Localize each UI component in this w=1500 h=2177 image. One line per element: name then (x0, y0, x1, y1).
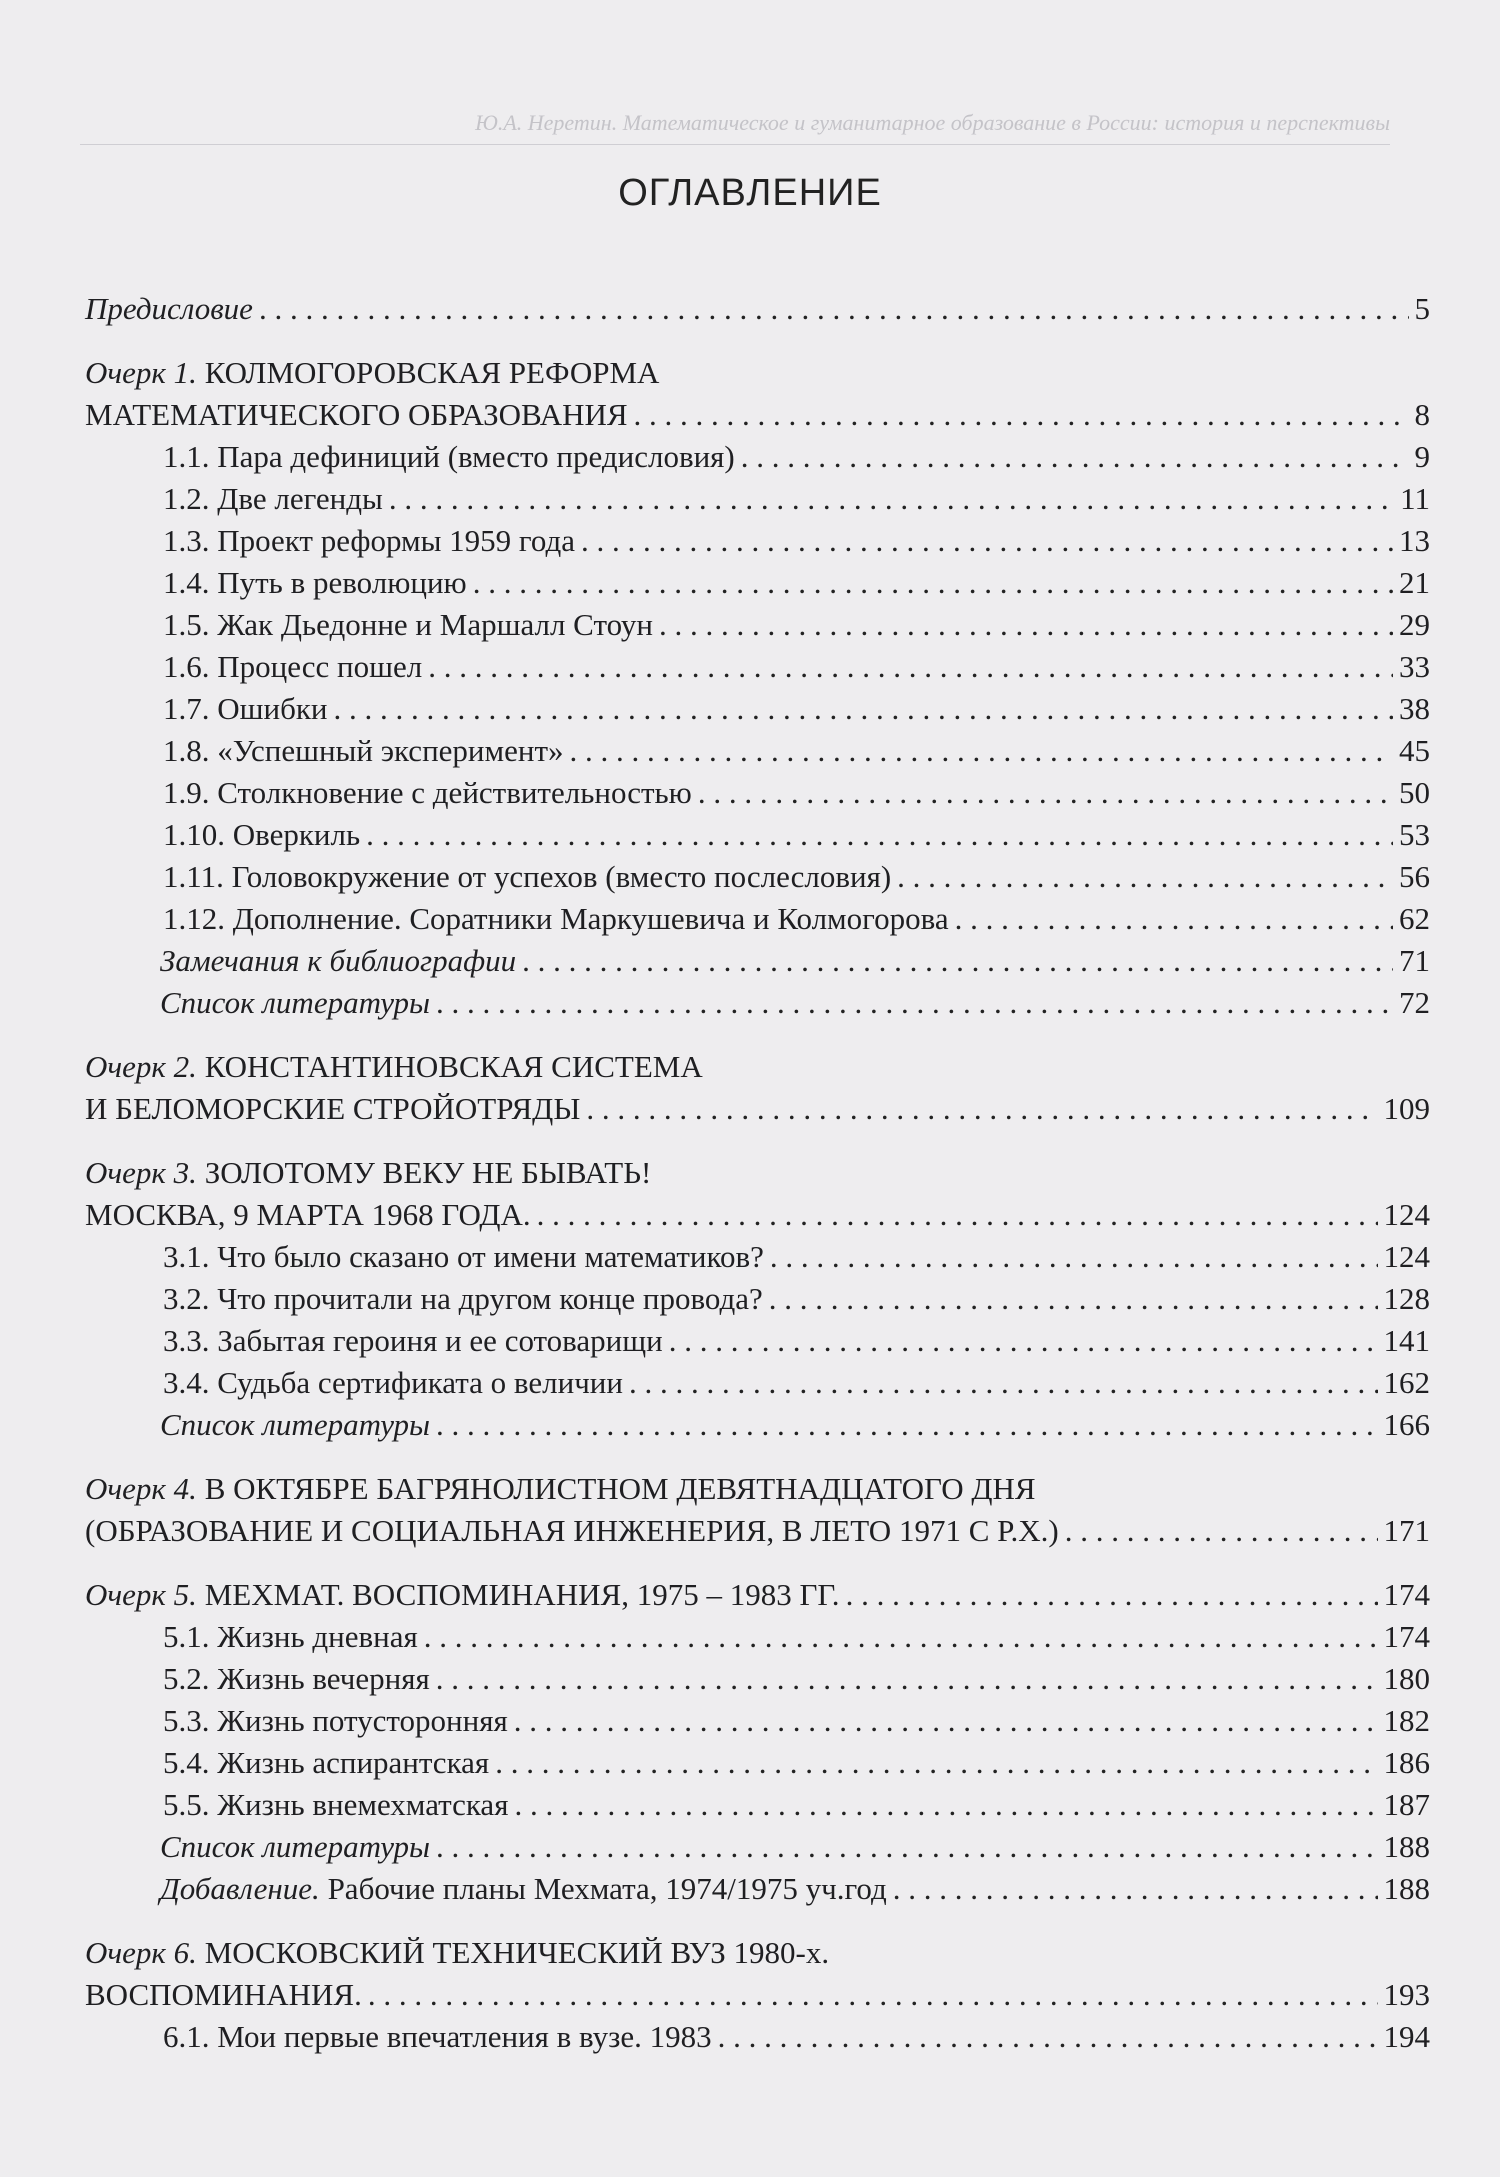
toc-entry-section[interactable] (85, 604, 1430, 646)
page-number: 56 (1399, 859, 1430, 894)
entry-label: 1.1. Пара дефиниций (вместо предисловия) (163, 439, 735, 474)
essay-title-line2: ВОСПОМИНАНИЯ. (85, 1977, 362, 2012)
leader-dots (669, 1320, 1378, 1362)
essay-prefix: Очерк 3. (85, 1155, 197, 1190)
entry-label: 3.4. Судьба сертификата о величии (163, 1365, 623, 1400)
essay-6-title-line2[interactable] (85, 1974, 1430, 2016)
essay-title (85, 1574, 840, 1616)
entry-label: 1.12. Дополнение. Соратники Маркушевича и Колмогорова (163, 901, 949, 936)
entry-label: 1.7. Ошибки (163, 691, 328, 726)
toc-entry-section[interactable] (85, 730, 1430, 772)
entry-label: 5.4. Жизнь аспирантская (163, 1745, 490, 1780)
essay-prefix: Очерк 5. (85, 1577, 197, 1612)
leader-dots (495, 1742, 1377, 1784)
toc-entry-section[interactable] (85, 772, 1430, 814)
toc-entry-references[interactable] (85, 982, 1430, 1024)
table-of-contents (85, 288, 1430, 2058)
leader-dots (428, 646, 1393, 688)
toc-entry-preface[interactable] (85, 288, 1430, 330)
essay-title-line1: КОНСТАНТИНОВСКАЯ СИСТЕМА (204, 1049, 703, 1084)
page-number: 171 (1383, 1513, 1430, 1548)
page-number: 50 (1399, 775, 1430, 810)
toc-entry-section[interactable] (85, 562, 1430, 604)
essay-3-title-line2[interactable] (85, 1194, 1430, 1236)
leader-dots (436, 982, 1393, 1024)
toc-entry-references[interactable] (85, 1826, 1430, 1868)
essay-title-line1: МЕХМАТ. ВОСПОМИНАНИЯ, 1975 – 1983 ГГ. (204, 1577, 840, 1612)
entry-label: Предисловие (85, 291, 253, 326)
essay-4-title-line2[interactable] (85, 1510, 1430, 1552)
leader-dots (473, 562, 1393, 604)
page-number: 180 (1383, 1661, 1430, 1696)
page-number: 72 (1399, 985, 1430, 1020)
entry-label: 1.5. Жак Дьедонне и Маршалл Стоун (163, 607, 653, 642)
toc-entry-section[interactable] (85, 2016, 1430, 2058)
essay-title-line2: И БЕЛОМОРСКИЕ СТРОЙОТРЯДЫ (85, 1091, 581, 1126)
page-number: 182 (1383, 1703, 1430, 1738)
toc-entry-section[interactable] (85, 646, 1430, 688)
leader-dots (436, 1404, 1377, 1446)
page-number: 109 (1383, 1091, 1430, 1126)
essay-title-line1: ЗОЛОТОМУ ВЕКУ НЕ БЫВАТЬ! (204, 1155, 652, 1190)
entry-label: Список литературы (160, 985, 431, 1020)
entry-label: 5.2. Жизнь вечерняя (163, 1661, 430, 1696)
essay-6-heading[interactable] (85, 1932, 1430, 1974)
page-number: 193 (1383, 1977, 1430, 2012)
entry-label: 1.9. Столкновение с действительностью (163, 775, 692, 810)
entry-label: Замечания к библиографии (160, 943, 517, 978)
essay-2-heading[interactable] (85, 1046, 1430, 1088)
page-number: 71 (1399, 943, 1430, 978)
toc-entry-section[interactable] (85, 1616, 1430, 1658)
essay-prefix: Очерк 2. (85, 1049, 197, 1084)
page-number: 124 (1383, 1239, 1430, 1274)
entry-label: 1.6. Процесс пошел (163, 649, 423, 684)
entry-label: Список литературы (160, 1829, 431, 1864)
entry-label: 1.2. Две легенды (163, 481, 383, 516)
leader-dots (698, 772, 1393, 814)
toc-entry-section[interactable] (85, 1362, 1430, 1404)
entry-label: 1.4. Путь в революцию (163, 565, 467, 600)
page-number: 45 (1399, 733, 1430, 768)
toc-entry-section[interactable] (85, 814, 1430, 856)
page-number: 13 (1399, 523, 1430, 558)
page-number: 124 (1383, 1197, 1430, 1232)
leader-dots (436, 1826, 1377, 1868)
page-number: 186 (1383, 1745, 1430, 1780)
toc-entry-references[interactable] (85, 1404, 1430, 1446)
page-number: 11 (1400, 481, 1430, 516)
essay-prefix: Очерк 6. (85, 1935, 197, 1970)
leader-dots (846, 1574, 1378, 1616)
leader-dots (522, 940, 1393, 982)
leader-dots (955, 898, 1393, 940)
page-number: 128 (1383, 1281, 1430, 1316)
essay-title-line1: МОСКОВСКИЙ ТЕХНИЧЕСКИЙ ВУЗ 1980-х. (204, 1935, 830, 1970)
leader-dots (570, 730, 1393, 772)
entry-label (160, 1868, 887, 1910)
entry-label: 3.2. Что прочитали на другом конце провода? (163, 1281, 763, 1316)
essay-title-line1: КОЛМОГОРОВСКАЯ РЕФОРМА (204, 355, 660, 390)
page-number: 38 (1399, 691, 1430, 726)
page-number: 174 (1383, 1619, 1430, 1654)
essay-prefix: Очерк 1. (85, 355, 197, 390)
essay-1-title-line2[interactable] (85, 394, 1430, 436)
entry-label: 1.11. Головокружение от успехов (вместо послесловия) (163, 859, 892, 894)
toc-entry-section[interactable] (85, 688, 1430, 730)
leader-dots (741, 436, 1409, 478)
toc-entry-notes[interactable] (85, 940, 1430, 982)
leader-dots (366, 814, 1393, 856)
leader-dots (334, 688, 1393, 730)
leader-dots (514, 1700, 1378, 1742)
leader-dots (259, 288, 1409, 330)
toc-entry-section[interactable] (85, 1658, 1430, 1700)
entry-label: 1.8. «Успешный эксперимент» (163, 733, 564, 768)
toc-entry-section[interactable] (85, 856, 1430, 898)
essay-title-line1: В ОКТЯБРЕ БАГРЯНОЛИСТНОМ ДЕВЯТНАДЦАТОГО ДНЯ (204, 1471, 1036, 1506)
leader-dots (436, 1658, 1378, 1700)
entry-label: 5.1. Жизнь дневная (163, 1619, 418, 1654)
entry-label: 5.5. Жизнь внемехматская (163, 1787, 509, 1822)
page-number: 8 (1414, 397, 1430, 432)
toc-entry-section[interactable] (85, 1784, 1430, 1826)
entry-label: 6.1. Мои первые впечатления в вузе. 1983 (163, 2019, 712, 2054)
entry-label: 1.10. Оверкиль (163, 817, 361, 852)
page-number: 187 (1383, 1787, 1430, 1822)
toc-entry-section[interactable] (85, 1742, 1430, 1784)
page-number: 9 (1414, 439, 1430, 474)
leader-dots (718, 2016, 1378, 2058)
leader-dots (634, 394, 1409, 436)
entry-label: 3.1. Что было сказано от имени математиков? (163, 1239, 764, 1274)
leader-dots (659, 604, 1393, 646)
toc-entry-section[interactable] (85, 1236, 1430, 1278)
page-title: ОГЛАВЛЕНИЕ (618, 172, 882, 214)
page-number: 21 (1399, 565, 1430, 600)
toc-entry-section[interactable] (85, 1278, 1430, 1320)
page-number: 29 (1399, 607, 1430, 642)
essay-prefix: Очерк 4. (85, 1471, 197, 1506)
running-head (80, 100, 1390, 145)
essay-title-line2: МАТЕМАТИЧЕСКОГО ОБРАЗОВАНИЯ (85, 397, 628, 432)
entry-label: 1.3. Проект реформы 1959 года (163, 523, 576, 558)
page-number: 174 (1383, 1577, 1430, 1612)
essay-3-heading[interactable] (85, 1152, 1430, 1194)
leader-dots (389, 478, 1394, 520)
leader-dots (629, 1362, 1378, 1404)
leader-dots (514, 1784, 1377, 1826)
page-number: 188 (1383, 1829, 1430, 1864)
essay-title-line2: МОСКВА, 9 МАРТА 1968 ГОДА. (85, 1197, 531, 1232)
running-head-text: Ю.А. Неретин. Математическое и гуманитарное образование в России: история и перспективы (475, 110, 1390, 135)
addition-text: Рабочие планы Мехмата, 1974/1975 уч.год (327, 1871, 887, 1906)
page-number: 33 (1399, 649, 1430, 684)
essay-4-heading[interactable] (85, 1468, 1430, 1510)
page-number: 62 (1399, 901, 1430, 936)
page-number: 194 (1383, 2019, 1430, 2054)
page-number: 166 (1383, 1407, 1430, 1442)
page-number: 162 (1383, 1365, 1430, 1400)
leader-dots (1065, 1510, 1378, 1552)
page-number: 141 (1383, 1323, 1430, 1358)
leader-dots (424, 1616, 1378, 1658)
leader-dots (769, 1278, 1378, 1320)
entry-label: Список литературы (160, 1407, 431, 1442)
entry-label: 3.3. Забытая героиня и ее сотоварищи (163, 1323, 663, 1358)
entry-label: 5.3. Жизнь потусторонняя (163, 1703, 508, 1738)
essay-1-heading[interactable] (85, 352, 1430, 394)
toc-entry-section[interactable] (85, 520, 1430, 562)
page-number: 188 (1383, 1871, 1430, 1906)
toc-entry-section[interactable] (85, 1700, 1430, 1742)
leader-dots (368, 1974, 1378, 2016)
page-number: 53 (1399, 817, 1430, 852)
leader-dots (770, 1236, 1378, 1278)
toc-entry-section[interactable] (85, 898, 1430, 940)
essay-title-line2: (ОБРАЗОВАНИЕ И СОЦИАЛЬНАЯ ИНЖЕНЕРИЯ, В ЛЕТО 1971 С Р.Х.) (85, 1513, 1059, 1548)
leader-dots (893, 1868, 1378, 1910)
toc-entry-addition[interactable] (85, 1868, 1430, 1910)
addition-prefix: Добавление. (160, 1871, 320, 1906)
toc-entry-section[interactable] (85, 436, 1430, 478)
toc-entry-section[interactable] (85, 1320, 1430, 1362)
essay-2-title-line2[interactable] (85, 1088, 1430, 1130)
toc-entry-section[interactable] (85, 478, 1430, 520)
leader-dots (586, 1088, 1377, 1130)
leader-dots (537, 1194, 1378, 1236)
leader-dots (897, 856, 1393, 898)
page-number: 5 (1414, 291, 1430, 326)
essay-5-heading[interactable] (85, 1574, 1430, 1616)
leader-dots (581, 520, 1393, 562)
